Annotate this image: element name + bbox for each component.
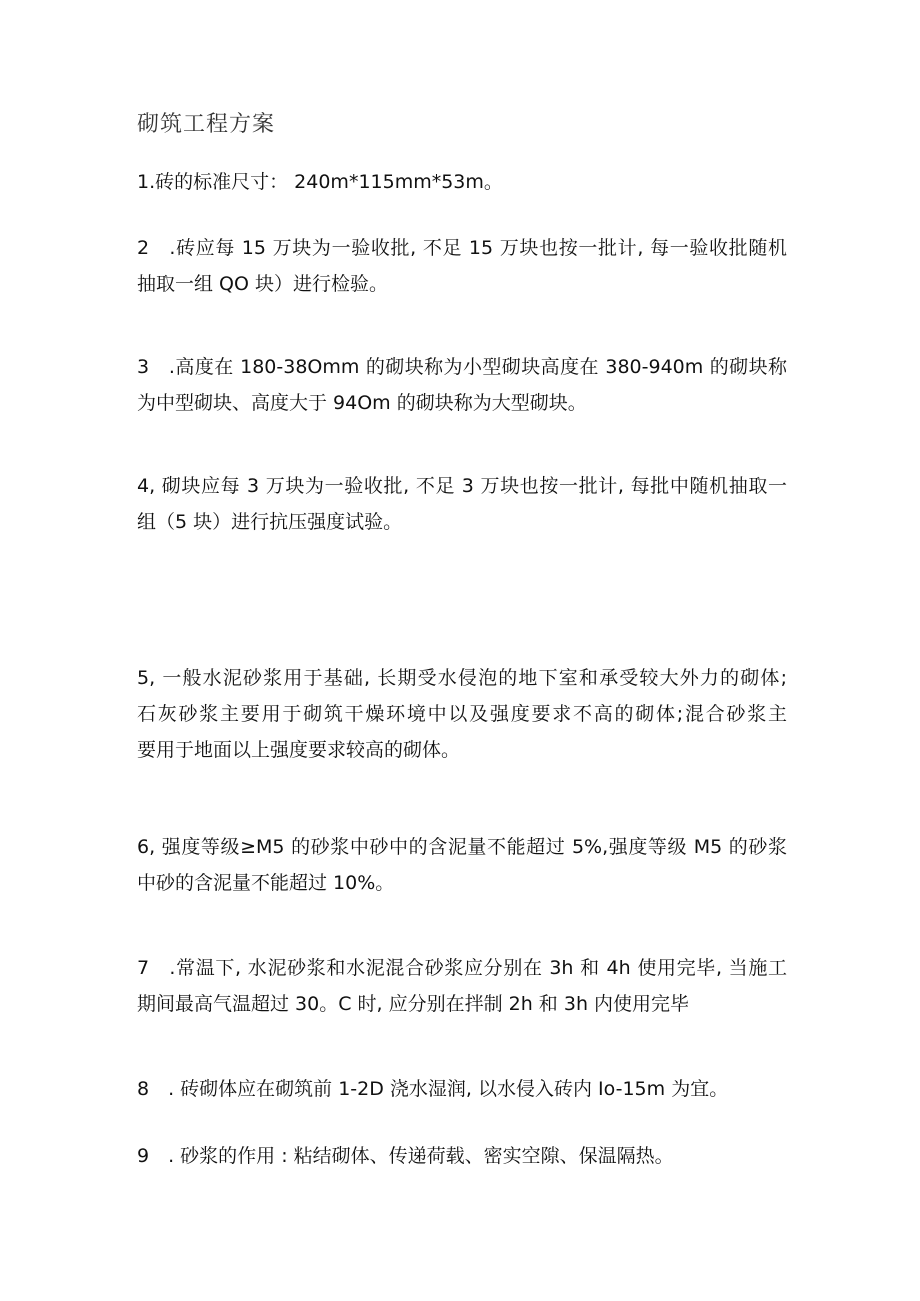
paragraph-line: 1.砖的标准尺寸： 240m*115mm*53m。 [137, 171, 503, 193]
paragraph-line: 期间最高气温超过 30。C 时, 应分别在拌制 2h 和 3h 内使用完毕 [137, 993, 690, 1015]
paragraph-line: 7 .常温下, 水泥砂浆和水泥混合砂浆应分别在 3h 和 4h 使用完毕, 当施工 [137, 957, 787, 979]
paragraph-line: 中砂的含泥量不能超过 10%。 [137, 872, 395, 894]
paragraph-8 [137, 1071, 787, 1107]
paragraph-line: 2 .砖应每 15 万块为一验收批, 不足 15 万块也按一批计, 每一验收批随机 [137, 237, 787, 259]
paragraph-line: 要用于地面以上强度要求较高的砌体。 [137, 739, 461, 761]
page-title: 砌筑工程方案 [137, 112, 276, 137]
paragraph-3 [137, 349, 787, 421]
paragraph-6 [137, 829, 787, 901]
paragraph-7 [137, 950, 787, 1022]
paragraph-line: 抽取一组 QO 块）进行检验。 [137, 273, 388, 295]
paragraph-line: 8 . 砖砌体应在砌筑前 1-2D 浇水湿润, 以水侵入砖内 Io-15m 为宜。 [137, 1078, 729, 1100]
paragraph-4 [137, 468, 787, 540]
paragraph-line: 为中型砌块、高度大于 94Om 的砌块称为大型砌块。 [137, 392, 587, 414]
paragraph-9 [137, 1138, 787, 1174]
paragraph-line: 石灰砂浆主要用于砌筑干燥环境中以及强度要求不高的砌体;混合砂浆主 [137, 703, 787, 725]
paragraph-1 [137, 164, 787, 200]
paragraph-line: 6, 强度等级≥M5 的砂浆中砂中的含泥量不能超过 5%,强度等级 M5 的砂浆 [137, 836, 787, 858]
paragraph-5 [137, 660, 787, 768]
paragraph-line: 4, 砌块应每 3 万块为一验收批, 不足 3 万块也按一批计, 每批中随机抽取一 [137, 475, 787, 497]
paragraph-line: 3 .高度在 180-38Omm 的砌块称为小型砌块高度在 380-940m 的砌块称 [137, 356, 787, 378]
paragraph-line: 5, 一般水泥砂浆用于基础, 长期受水侵泡的地下室和承受较大外力的砌体; [137, 667, 787, 689]
paragraph-2 [137, 230, 787, 302]
paragraph-line: 组（5 块）进行抗压强度试验。 [137, 511, 403, 533]
paragraph-line: 9 . 砂浆的作用 : 粘结砌体、传递荷载、密实空隙、保温隔热。 [137, 1145, 674, 1167]
